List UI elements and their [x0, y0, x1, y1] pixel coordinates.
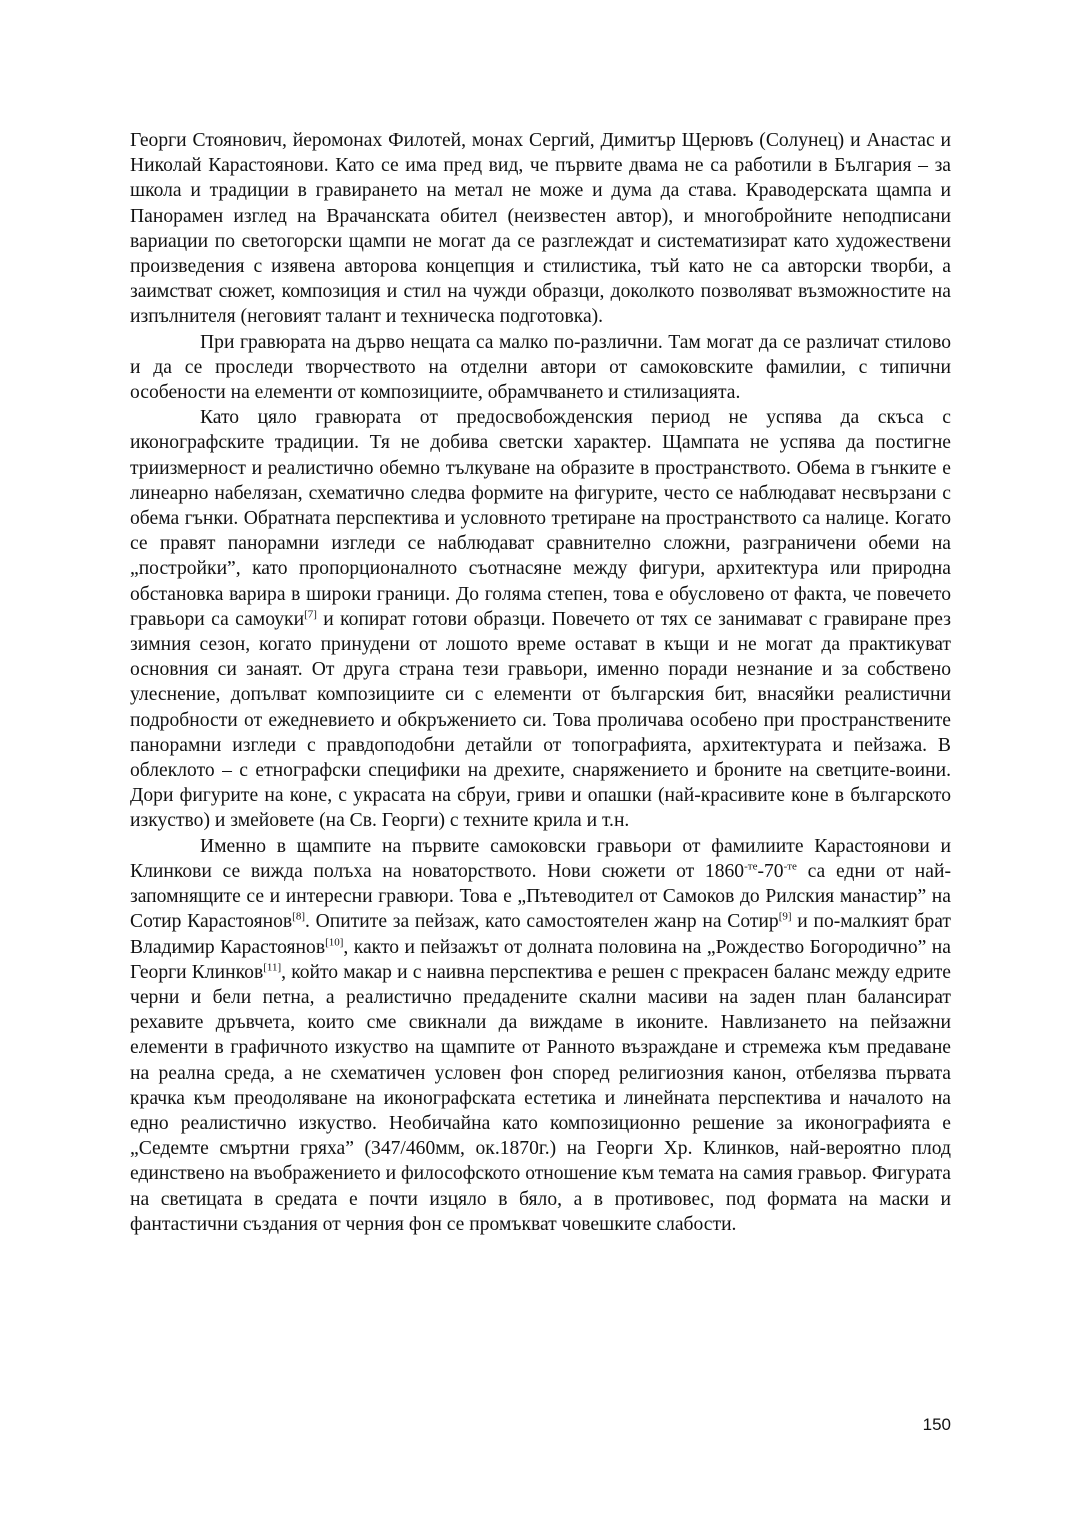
- paragraph-text: Като цяло гравюрата от предосвобожденския период не успява да скъса с иконографските традиции. Тя не добива светски характер. Щампата не успява да постигне триизмерност и реалистично обемно тълкуване на образите в пространството. Обема в гънките е линеарно набелязан, схематично следва формите на фигурите, често се наблюдават несвързани с обема гънки. Обратната перспектива и условното третиране на пространството са налице. Когато се правят панорамни изгледи се наблюдават сравнително сложни, разграничени обеми на „постройки”, като пропорционалното съотнасяне между фигури, архитектура или природна обстановка варира в широки граници. До голяма степен, това е обусловено от факта, че повечето гравьори са самоуки: [130, 407, 951, 630]
- footnote-ref: [10]: [325, 935, 344, 948]
- paragraph-text: и по-малкият брат Владимир Карастоянов: [130, 911, 951, 958]
- page-body: [130, 128, 951, 1237]
- footnote-ref: [7]: [304, 608, 317, 621]
- paragraph-text: Именно в щампите на първите самоковски гравьори от фамилиите Карастоянови и Клинкови се вижда полъха на новаторството. Нови сюжети от 1860: [130, 835, 951, 882]
- footnote-ref: [9]: [778, 910, 792, 923]
- superscript-suffix: -те: [744, 860, 758, 873]
- paragraph-text: При гравюрата на дърво нещата са малко по-различни. Там могат да се различат стилово и да се проследи творчеството на отделни автори от самоковските фамилии, с типични особености на елементи от композициите, обрамчването и стилизацията.: [130, 331, 951, 404]
- paragraph-text: -70: [757, 860, 784, 882]
- paragraph-text: , който макар и с наивна перспектива е решен с прекрасен баланс между едрите черни и бели петна, а реалистично предадените скални масиви на заден план балансират рехавите дръвчета, които сме свикнали да виждаме в иконите. Навлизането на пейзажни елементи в графичното изкуство на щампите от Ранното възраждане и стремежа към предаване на реална среда, а не схематичен условен фон според религиозния канон, отбелязва първата крачка към преодоляване на иконографската естетика и линейната перспектива и началото на едно реалистично изкуство. Необичайна като композиционно решение за иконографията е „Седемте смъртни гряха” (347/460мм, ок.1870г.) на Георги Хр. Клинков, най-вероятно плод единствено на въображението и философското отношение към темата на самия гравьор. Фигурата на светицата в средата е почти изцяло в бяло, а в противовес, под формата на маски и фантастични създания от черния фон се промъкват човешките слабости.: [130, 961, 951, 1235]
- footnote-ref: [11]: [263, 961, 282, 974]
- paragraph-2: [130, 330, 951, 406]
- paragraph-text: са едни от най-запомнящите се и интересни гравюри. Това е „Пътеводител от Самоков до Рилския манастир” на Сотир Карастоянов: [130, 860, 951, 933]
- paragraph-text: Георги Стоянович, йеромонах Филотей, монах Сергий, Димитър Щерювъ (Солунец) и Анастас и Николай Карастоянови. Като се има пред вид, че първите двама не са работили в България – за школа и традиции в гравирането на метал не може и дума да става. Краводерската щампа и Панорамен изглед на Врачанската обител (неизвестен автор), и многобройните неподписани вариации по светогорски щампи не могат да се разглеждат и систематизират като художествени произведения с изявена авторова концепция и стилистика, тъй като не са авторски творби, а заимстват сюжет, композиция и стил на чужди образци, доколкото позволяват възможностите на изпълнителя (неговият талант и техническа подготовка).: [130, 130, 951, 328]
- paragraph-4: [130, 834, 951, 1237]
- superscript-suffix: -те: [783, 860, 797, 873]
- paragraph-3: [130, 405, 951, 833]
- footnote-ref: [8]: [292, 910, 305, 923]
- paragraph-text: . Опитите за пейзаж, като самостоятелен жанр на Сотир: [304, 911, 779, 933]
- paragraph-text: и копират готови образци. Повечето от тях се занимават с гравиране през зимния сезон, когато принудени от лошото време остават в къщи и не могат да практикуват основния си занаят. От друга страна тези гравьори, именно поради незнание и за собствено улеснение, допълват композициите си с елементи от българския бит, внасяйки реалистични подробности от ежедневието и обкръжението си. Това проличава особено при пространствените панорамни изгледи с правдоподобни детайли от топографията, архитектурата и пейзажа. В облеклото – с етнографски специфики на дрехите, снаряжението и броните на светците-воини. Дори фигурите на коне, с украсата на сбруи, гриви и опашки (най-красивите коне в българското изкуство) и змейовете (на Св. Георги) с техните крила и т.н.: [130, 608, 951, 832]
- paragraph-1: [130, 128, 951, 330]
- paragraph-text: , както и пейзажът от долната половина на „Рождество Богородично” на Георги Клинков: [130, 936, 951, 983]
- page-number: 150: [922, 1415, 951, 1434]
